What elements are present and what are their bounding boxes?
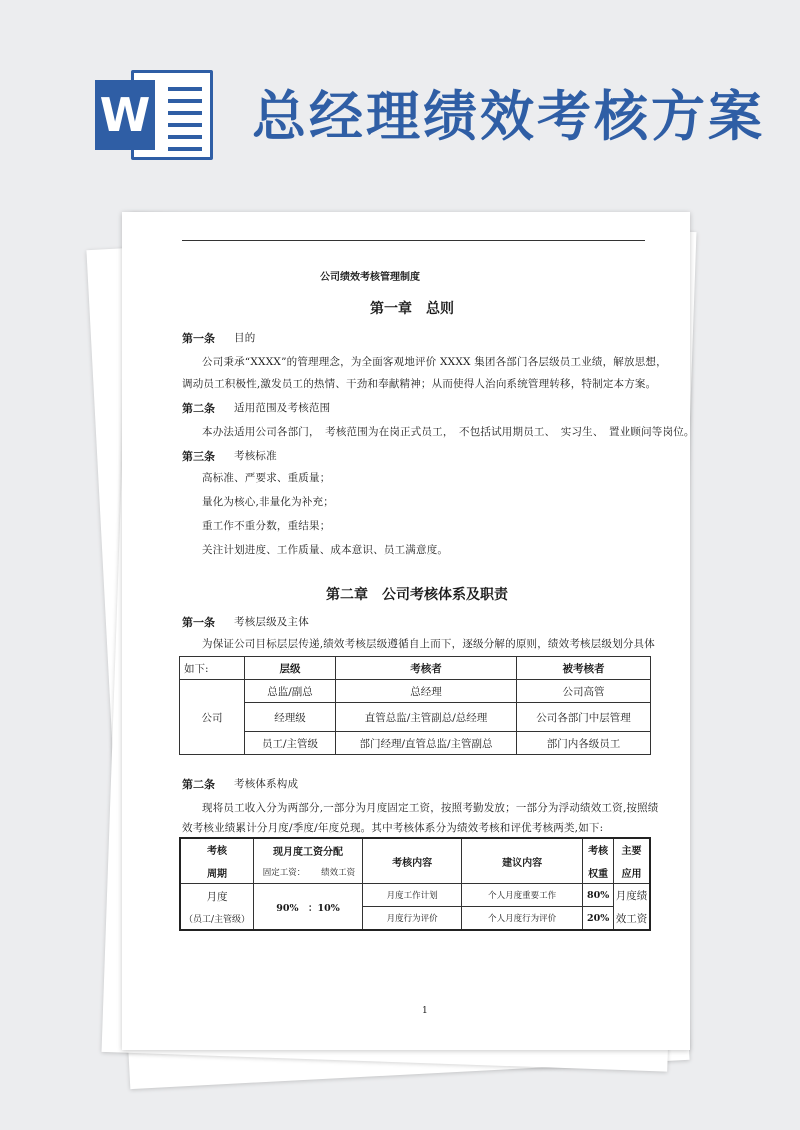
list-item: 重工作不重分数，重结果； — [202, 520, 331, 532]
article-number: 第三条 — [182, 450, 215, 463]
paragraph-line: 为保证公司目标层层传递,绩效考核层级遵循自上而下，逐级分解的原则，绩效考核层级划分具体 — [202, 638, 655, 650]
period-cell — [180, 884, 254, 931]
table-cell: 部门内各级员工 — [517, 732, 651, 755]
weight-cell: 20% — [583, 907, 614, 931]
paragraph-line: 如下: — [180, 657, 245, 680]
list-item: 关注计划进度、工作质量、成本意识、员工满意度。 — [202, 544, 449, 556]
period-sublabel: （员工/主管级） — [183, 914, 251, 925]
article-number: 第二条 — [182, 778, 215, 791]
header-line: 权重 — [588, 869, 609, 880]
article-title: 考核层级及主体 — [234, 616, 309, 628]
table-cell: 月度工作计划 — [363, 884, 462, 907]
table-subheader: 绩效工资 — [314, 861, 363, 884]
paragraph-line: 本办法适用公司各部门， 考核范围为在岗正式员工， 不包括试用期员工、 实习生、 置业顾问等岗位。 — [202, 426, 695, 438]
table-header — [583, 838, 614, 884]
table-cell: 公司各部门中层管理 — [517, 703, 651, 732]
article-title: 目的 — [234, 332, 256, 344]
table-header — [180, 838, 254, 884]
article-title: 考核标准 — [234, 450, 277, 462]
period-label: 月度 — [206, 890, 228, 903]
banner-title: 总经理绩效考核方案 — [252, 85, 765, 148]
table-cell: 总监/副总 — [245, 680, 336, 703]
table-header: 考核内容 — [363, 838, 462, 884]
table-row — [180, 703, 651, 732]
level-table — [179, 656, 651, 755]
header-line: 考核 — [207, 846, 227, 857]
apply-cell — [614, 884, 650, 931]
header-line: 应用 — [621, 869, 642, 880]
table-header: 层级 — [245, 657, 336, 680]
page-number: 1 — [422, 1006, 428, 1016]
ratio-cell: 90% ：10% — [254, 884, 363, 931]
article-title: 考核体系构成 — [234, 778, 299, 790]
system-table — [179, 837, 651, 931]
word-letter-badge: W — [95, 80, 155, 150]
table-row — [180, 884, 650, 907]
weight-cell: 80% — [583, 884, 614, 907]
table-header: 现月度工资分配 — [254, 838, 363, 861]
word-icon — [95, 70, 213, 160]
document-title: 公司绩效考核管理制度 — [320, 272, 420, 283]
chapter-heading: 第一章 总则 — [370, 301, 454, 317]
article-title: 适用范围及考核范围 — [234, 402, 331, 414]
table-row — [180, 732, 651, 755]
article-number: 第一条 — [182, 332, 215, 345]
table-cell: 直管总监/主管副总/总经理 — [336, 703, 517, 732]
apply-line: 月度绩 — [615, 889, 648, 902]
article-number: 第二条 — [182, 402, 215, 415]
table-cell: 个人月度行为评价 — [462, 907, 583, 931]
table-cell: 总经理 — [336, 680, 517, 703]
article-number: 第一条 — [182, 616, 215, 629]
chapter-heading: 第二章 公司考核体系及职责 — [326, 587, 508, 603]
table-header: 被考核者 — [517, 657, 651, 680]
paragraph-line: 效考核业绩累计分月度/季度/年度兑现。其中考核体系分为绩效考核和评优考核两类,如下: — [182, 822, 604, 834]
table-header: 考核者 — [336, 657, 517, 680]
table-cell: 月度行为评价 — [363, 907, 462, 931]
table-cell: 经理级 — [245, 703, 336, 732]
table-header — [614, 838, 650, 884]
header-line: 主要 — [621, 846, 642, 857]
header-line: 考核 — [588, 846, 609, 857]
table-subheader: 固定工资： — [254, 861, 315, 884]
apply-line: 效工资 — [615, 912, 648, 925]
paragraph-line: 调动员工积极性,激发员工的热情、干劲和奉献精神；从而使得人治向系统管理转移，特制定本方案。 — [182, 378, 657, 390]
table-header: 建议内容 — [462, 838, 583, 884]
table-row — [180, 680, 651, 703]
list-item: 高标准、严要求、重质量； — [202, 472, 331, 484]
header-rule — [182, 240, 645, 241]
paragraph-line: 现将员工收入分为两部分,一部分为月度固定工资，按照考勤发放；一部分为浮动绩效工资,按照绩 — [202, 802, 659, 814]
paragraph-line: 公司秉承“XXXX”的管理理念，为全面客观地评价 XXXX 集团各部门各层级员工业绩，解放思想， — [202, 356, 667, 368]
list-item: 量化为核心,非量化为补充； — [202, 496, 334, 508]
group-cell: 公司 — [180, 680, 245, 755]
header-line: 周期 — [207, 869, 227, 880]
document-page — [122, 212, 695, 1050]
table-cell: 员工/主管级 — [245, 732, 336, 755]
table-cell: 公司高管 — [517, 680, 651, 703]
table-cell: 个人月度重要工作 — [462, 884, 583, 907]
table-cell: 部门经理/直管总监/主管副总 — [336, 732, 517, 755]
